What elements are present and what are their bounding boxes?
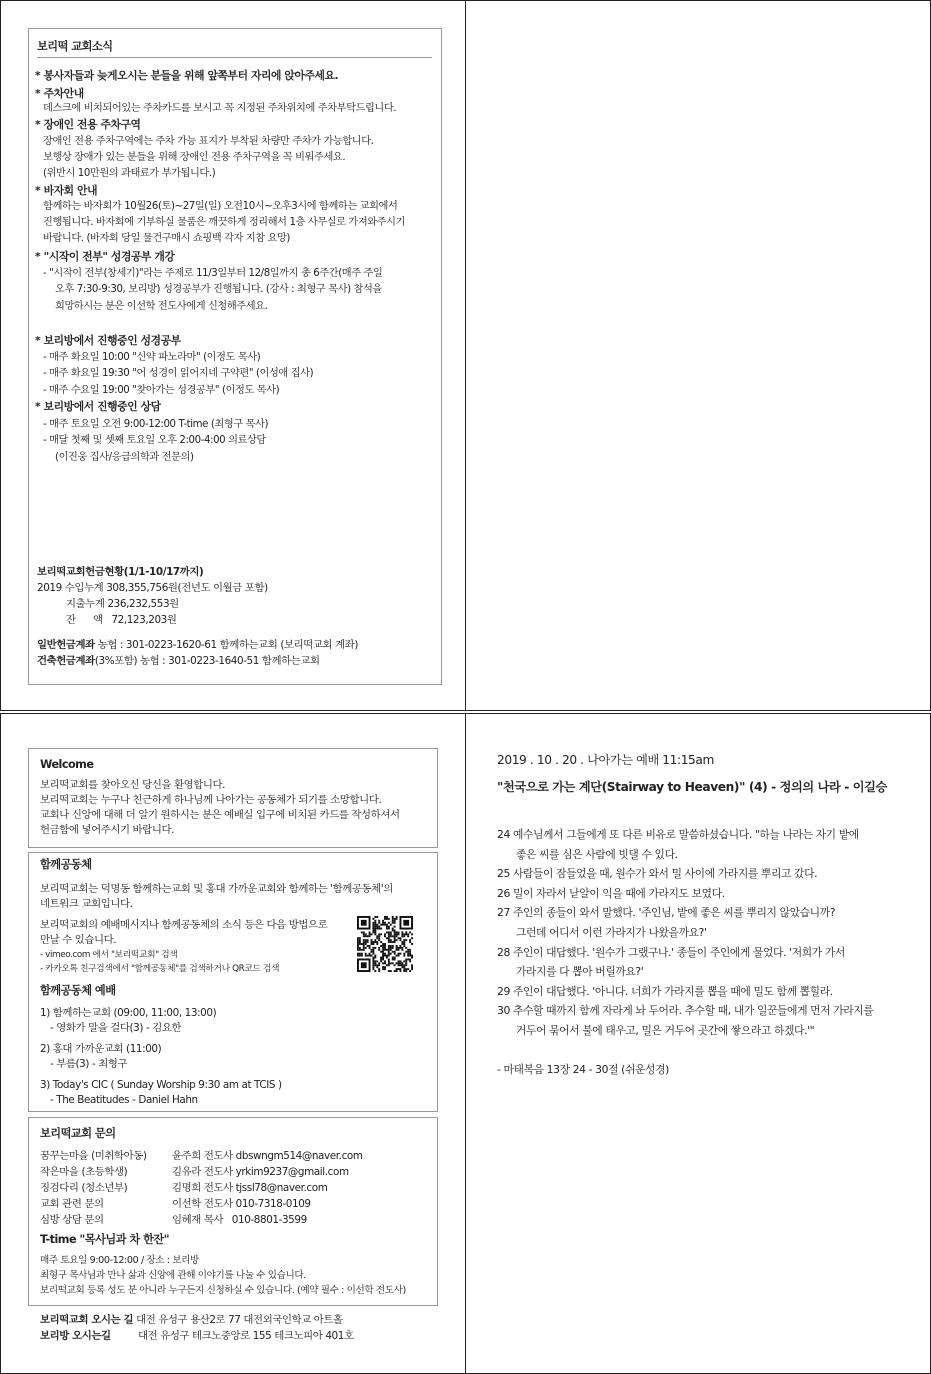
worship-line: - 영화가 말을 걸다(3) - 김요한 [50, 1022, 182, 1034]
news-item: - 매주 화요일 10:00 "신약 파노라마" (이정도 목사) [43, 352, 261, 363]
ttime-title: T-time "목사님과 차 한잔" [40, 1233, 170, 1246]
directions-church-address: 대전 유성구 용산2로 77 대전외국인학교 아트홀 [136, 1314, 343, 1326]
news-item: * 주차안내 [35, 87, 84, 100]
contact-label: 꿈꾸는마을 (미취학아동) [40, 1150, 147, 1162]
contact-value: 이선학 전도사 010-7318-0109 [172, 1198, 311, 1210]
sermon-date: 2019 . 10 . 20 . 나아가는 예배 11:15am [497, 753, 714, 767]
scripture-reference: - 마태복음 13장 24 - 30절 (쉬운성경) [497, 1063, 669, 1076]
directions-church [40, 1314, 343, 1327]
worship-line: - The Beatitudes - Daniel Hahn [50, 1094, 198, 1106]
contact-value: 임혜재 목사 010-8801-3599 [172, 1214, 307, 1226]
scripture-line: 30 추수할 때까지 함께 자라게 놔 두어라. 추수할 때, 내가 일꾼들에게 먼저 가라지를 [497, 1004, 874, 1018]
news-item: * 봉사자들과 늦게오시는 분들을 위해 앞쪽부터 자리에 앉아주세요. [35, 69, 339, 82]
directions-church-label: 보리떡교회 오시는 길 [40, 1314, 134, 1326]
news-item: 진행됩니다. 바자회에 기부하실 물품은 깨끗하게 정리해서 1층 사무실로 가져와주시기 [43, 217, 406, 228]
contact-value: 윤주희 전도사 dbswngm514@naver.com [172, 1150, 363, 1162]
news-item: (이진웅 집사/응급의학과 전문의) [55, 452, 194, 463]
contact-label: 징검다리 (청소년부) [40, 1182, 128, 1194]
news-item: 데스크에 비치되어있는 주차카드를 보시고 꼭 지정된 주차위치에 주차부탁드립니다. [43, 103, 397, 114]
news-item: 함께하는 바자회가 10월26(토)~27일(일) 오전10시~오후3시에 함께하는 교회에서 [43, 201, 398, 212]
news-item: 희망하시는 분은 이선학 전도사에게 신청해주세요. [55, 301, 268, 312]
offering-line: 2019 수입누계 308,355,756원(전년도 이월금 포함) [37, 582, 268, 594]
news-item: - "시작이 전부(창세기)"라는 주제로 11/3일부터 12/8일까지 총 6주간(매주 주일 [43, 268, 383, 279]
community-worship-title: 함께공동체 예배 [40, 984, 116, 997]
offering-line: 지출누계 236,232,553원 [66, 598, 179, 610]
welcome-line: 보리떡교회를 찾아오신 당신을 환영합니다. [40, 779, 226, 791]
news-item: 오후 7:30-9:30, 보리방) 성경공부가 진행됩니다. (강사 : 최형구 목사) 참석을 [55, 284, 382, 295]
worship-line: - 부름(3) - 최형구 [50, 1058, 128, 1070]
contact-label: 교회 관련 문의 [40, 1198, 104, 1210]
contact-value: 김유라 전도사 yrkim9237@gmail.com [172, 1166, 349, 1178]
offering-title: 보리떡교회헌금현황(1/1-10/17까지) [37, 566, 204, 578]
news-item: - 매주 수요일 19:00 "찾아가는 성경공부" (이정도 목사) [43, 385, 280, 396]
scripture-line: 28 주인이 대답했다. '원수가 그랬구나.' 종들이 주인에게 물었다. '저희가 가서 [497, 945, 845, 959]
news-item: * 보리방에서 진행중인 상담 [35, 400, 161, 413]
qr-code-icon[interactable] [357, 916, 413, 972]
directions-boribang-address: 대전 유성구 테크노중앙로 155 테크노피아 401호 [138, 1330, 354, 1342]
news-item: - 매달 첫째 및 셋째 토요일 오후 2:00-4:00 의료상담 [43, 435, 266, 446]
community-intro: 보리떡교회는 덕명동 함께하는교회 및 홍대 가까운교회와 함께하는 '함께공동체'의 [40, 883, 393, 895]
contact-label: 작은마을 (초등학생) [40, 1166, 128, 1178]
scripture-line: 거두어 묶어서 불에 태우고, 밀은 거두어 곳간에 쌓으라고 하겠다.'" [516, 1024, 815, 1037]
directions-boribang-label: 보리방 오시는길 [40, 1330, 111, 1342]
news-item: * 보리방에서 진행중인 성경공부 [35, 334, 181, 347]
news-item: 보행상 장애가 있는 분들을 위해 장애인 전용 주차구역을 꼭 비워주세요. [43, 152, 346, 163]
church-news-title: 보리떡 교회소식 [37, 40, 113, 53]
contact-value: 김명희 전도사 tjssl78@naver.com [172, 1182, 328, 1194]
news-item: - 매주 토요일 오전 9:00-12:00 T-time (최형구 목사) [43, 419, 269, 430]
community-small-line: - vimeo.com 에서 "보리떡교회" 검색 [40, 950, 178, 960]
account-building-label: 건축헌금계좌 [37, 655, 95, 667]
news-item: * "시작이 전부" 성경공부 개강 [35, 250, 175, 263]
page-bottom-right [465, 713, 931, 1374]
worship-line: 3) Today's CIC ( Sunday Worship 9:30 am at TCIS ) [40, 1079, 282, 1091]
community-news-line: 보리떡교회의 예배메시지나 함께공동체의 소식 등은 다음 방법으로 [40, 919, 328, 931]
news-item: * 장애인 전용 주차구역 [35, 118, 141, 131]
scripture-line: 24 예수님께서 그들에게 또 다른 비유로 말씀하셨습니다. "하늘 나라는 자기 밭에 [497, 828, 859, 841]
account-general-value: 농협 : 301-0223-1620-61 함께하는교회 (보리떡교회 계좌) [94, 639, 359, 651]
welcome-title: Welcome [40, 758, 94, 771]
worship-line: 1) 함께하는교회 (09:00, 11:00, 13:00) [40, 1007, 217, 1019]
scripture-line: 27 주인의 종들이 와서 말했다. '주인님, 밭에 좋은 씨를 뿌리지 않았습니까? [497, 906, 836, 920]
welcome-line: 교회나 신앙에 대해 더 알기 원하시는 분은 예배실 입구에 비치된 카드를 작성하셔서 [40, 809, 400, 821]
account-building-value: (3%포함) 농협 : 301-0223-1640-51 함께하는교회 [94, 655, 320, 667]
account-building [37, 655, 320, 668]
news-item: * 바자회 안내 [35, 184, 98, 197]
directions-boribang [40, 1330, 354, 1343]
community-intro: 네트워크 교회입니다. [40, 898, 133, 910]
account-general [37, 639, 358, 652]
scripture-line: 29 주인이 대답했다. '아니다. 너희가 가라지를 뽑을 때에 밀도 함께 뽑힐라. [497, 984, 833, 998]
ttime-line: 매주 토요일 9:00-12:00 / 장소 : 보리방 [40, 1255, 199, 1266]
scripture-line: 그런데 어디서 이런 가라지가 나왔을까요?' [516, 926, 707, 939]
scripture-line: 가라지를 다 뽑아 버릴까요?' [516, 965, 644, 979]
page-top-right [465, 0, 931, 711]
offering-line: 잔 액 72,123,203원 [66, 614, 177, 626]
worship-line: 2) 홍대 가까운교회 (11:00) [40, 1043, 162, 1055]
contact-title: 보리떡교회 문의 [40, 1127, 116, 1140]
scripture-line: 26 밀이 자라서 낟알이 익을 때에 가라지도 보였다. [497, 886, 725, 900]
contact-label: 심방 상담 문의 [40, 1214, 104, 1226]
welcome-line: 보리떡교회는 누구나 친근하게 하나님께 나아가는 공동체가 되기를 소망합니다. [40, 794, 382, 806]
news-item: 바랍니다. (바자회 당일 물건구매시 쇼핑백 각자 지참 요망) [43, 233, 290, 244]
scripture-line: 25 사람들이 잠들었을 때, 원수가 와서 밀 사이에 가라지를 뿌리고 갔다. [497, 867, 818, 881]
news-item: (위반시 10만원의 과태료가 부가됩니다.) [43, 168, 216, 179]
account-general-label: 일반헌금계좌 [37, 639, 95, 651]
ttime-line: 보리떡교회 등록 성도 분 아니라 누구든지 신청하실 수 있습니다. (예약 필수 : 이선학 전도사) [40, 1285, 406, 1296]
news-item: 장애인 전용 주차구역에는 주차 가능 표지가 부착된 차량만 주차가 가능합니다. [43, 136, 374, 147]
sermon-title: "천국으로 가는 계단(Stairway to Heaven)" (4) - 정의의 나라 - 이길승 [497, 780, 887, 794]
welcome-line: 헌금함에 넣어주시기 바랍니다. [40, 824, 174, 836]
news-item: - 매주 화요일 19:30 "어 성경이 읽어지네 구약편" (이성애 집사) [43, 368, 314, 379]
community-news-line: 만날 수 있습니다. [40, 934, 117, 946]
community-title: 함께공동체 [40, 858, 92, 871]
scripture-line: 좋은 씨를 심은 사람에 빗댈 수 있다. [516, 847, 678, 861]
ttime-line: 최형구 목사님과 만나 삶과 신앙에 관해 이야기를 나눌 수 있습니다. [40, 1270, 306, 1281]
community-small-line: - 카카오톡 친구검색에서 "함께공동체"를 검색하거나 QR코드 검색 [40, 964, 280, 974]
title-underline [37, 57, 432, 58]
